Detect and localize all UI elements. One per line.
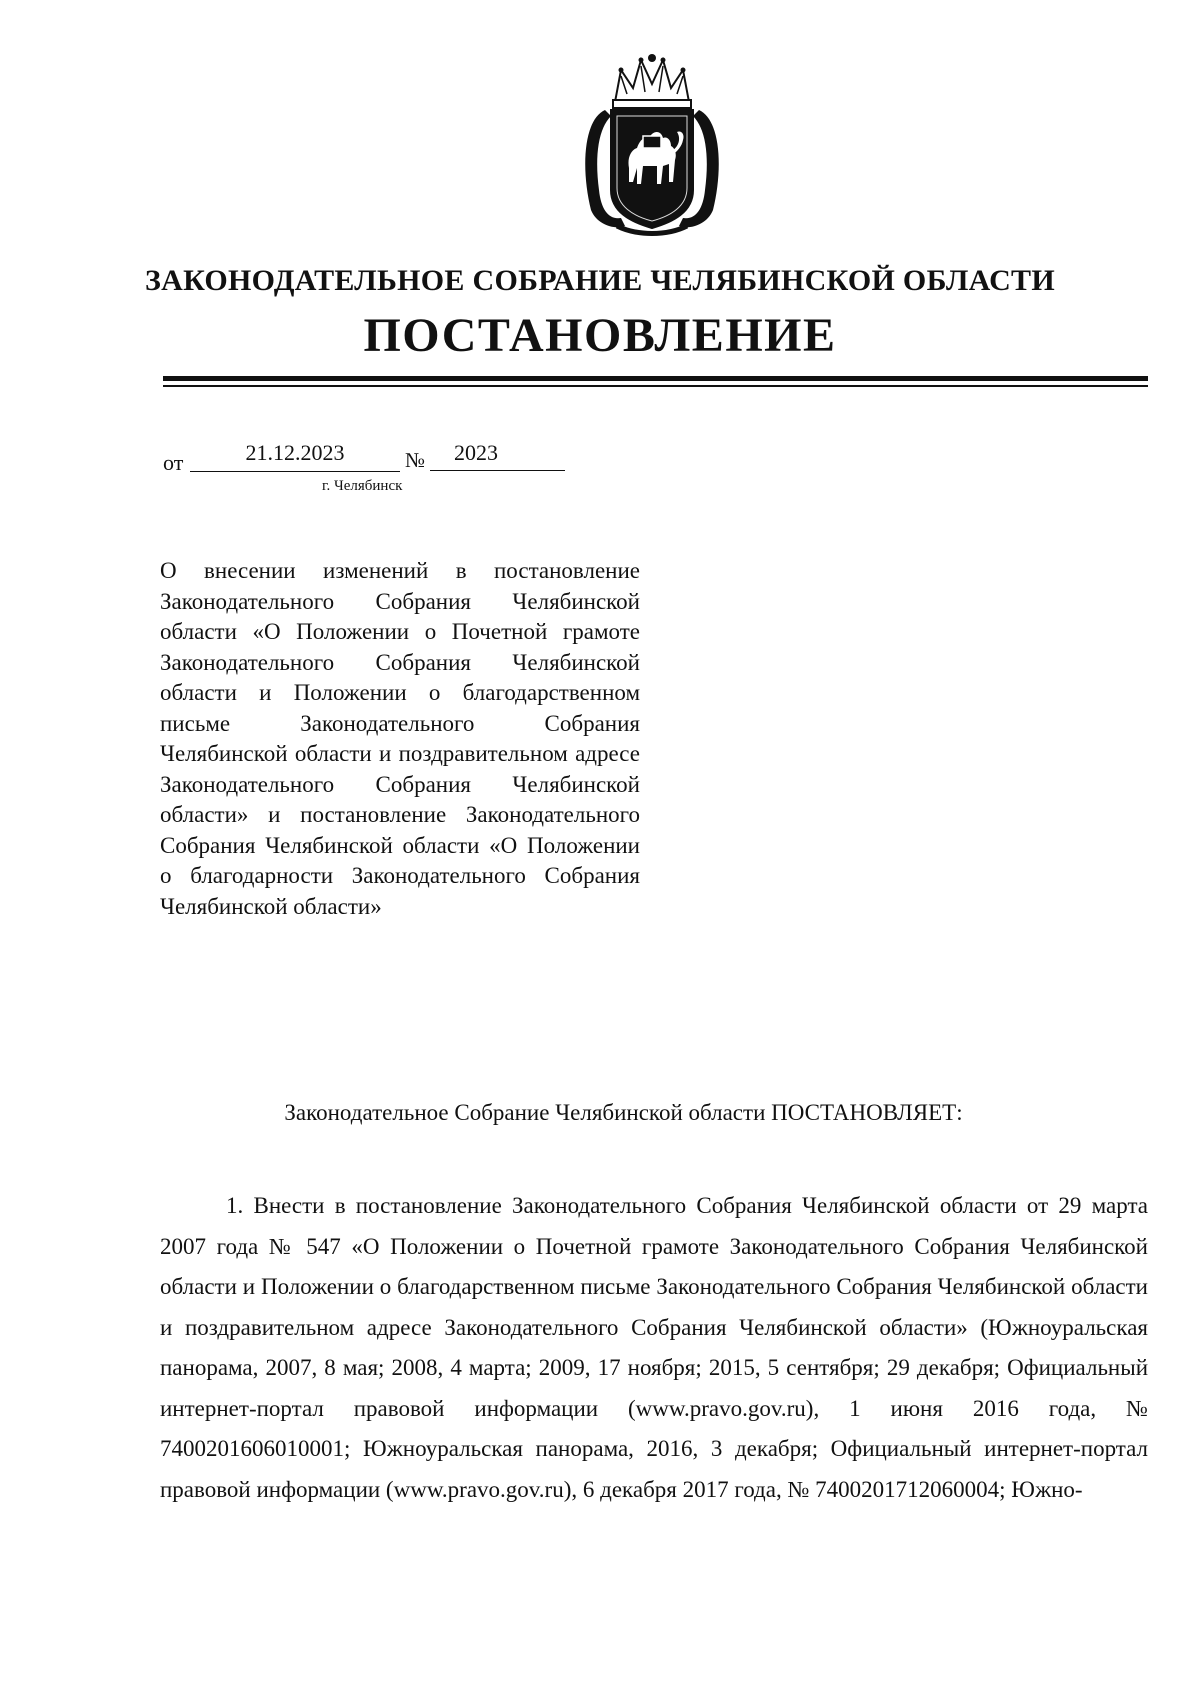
number-sign: №	[405, 448, 426, 472]
document-date: 21.12.2023	[190, 440, 400, 472]
document-subject: О внесении изменений в постановление Законодательного Собрания Челябинской области «О Положении о Почетной грамоте Законодательного Собрания Челябинской области и Положении о благодарственном письме Законодательного Собрания Челябинской области и поздравительном адресе Законодательного Собрания Челябинской области» и постановление Законодательного Собрания Челябинской области «О Положении о благодарности Законодательного Собрания Челябинской области»	[160, 558, 640, 919]
header-divider-thick	[163, 376, 1148, 381]
document-number: 2023	[430, 440, 565, 471]
date-prefix: от	[163, 450, 184, 475]
chelyabinsk-coat-of-arms-icon	[577, 50, 727, 240]
paragraph-1: 1. Внести в постановление Законодательного Собрания Челябинской области от 29 марта 2007 года № 547 «О Положении о Почетной грамоте Законодательного Собрания Челябинской области и Положении о благодарственном письме Законодательного Собрания Челябинской области и поздравительном адресе Законодательного Собрания Челябинской области» (Южноуральская панорама, 2007, 8 мая; 2008, 4 марта; 2009, 17 ноября; 2015, 5 сентября; 29 декабря; Официальный интернет-портал правовой информации (www.pravo.gov.ru), 1 июня 2016 года, № 7400201606010001; Южноуральская панорама, 2016, 3 декабря; Официальный интернет-портал правовой информации (www.pravo.gov.ru), 6 декабря 2017 года, № 7400201712060004; Южно-	[160, 1193, 1148, 1502]
document-type: ПОСТАНОВЛЕНИЕ	[363, 309, 837, 362]
organization-name: ЗАКОНОДАТЕЛЬНОЕ СОБРАНИЕ ЧЕЛЯБИНСКОЙ ОБЛАСТИ	[145, 264, 1055, 297]
decree-statement: Законодательное Собрание Челябинской области ПОСТАНОВЛЯЕТ:	[284, 1100, 963, 1125]
document-place: г. Челябинск	[322, 478, 403, 494]
header-divider-thin	[163, 385, 1148, 387]
